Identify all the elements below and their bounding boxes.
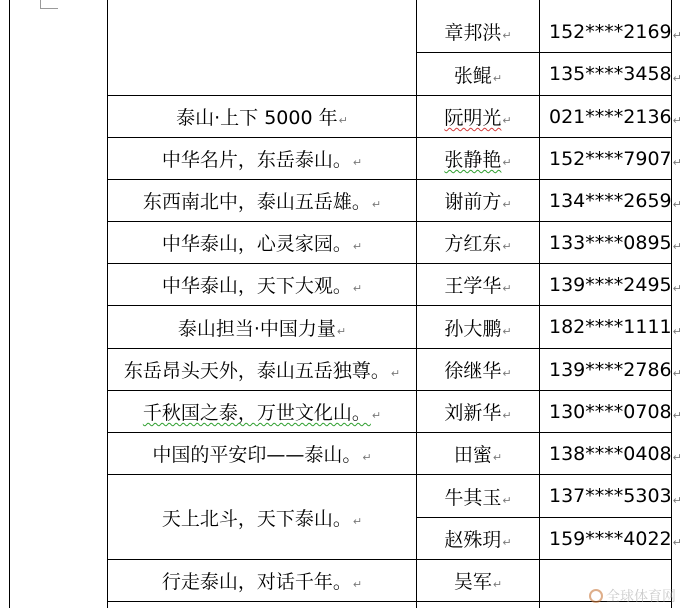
name-text: 阮明光	[444, 107, 502, 129]
phone-cell[interactable]	[540, 138, 682, 179]
paragraph-mark-icon: ↵	[492, 451, 503, 464]
paragraph-mark-icon: ↵	[672, 198, 682, 211]
paragraph-mark-icon: ↵	[672, 451, 682, 464]
phone-cell[interactable]	[540, 306, 682, 348]
name-cell[interactable]	[417, 349, 539, 390]
paragraph-mark-icon: ↵	[502, 282, 512, 295]
paragraph-mark-icon: ↵	[672, 29, 682, 42]
slogan-cell[interactable]	[108, 180, 416, 221]
paragraph-mark-icon: ↵	[492, 71, 503, 85]
phone-cell[interactable]	[540, 518, 682, 559]
name-text: 刘新华	[444, 402, 502, 424]
slogan-text: 东西南北中，泰山五岳雄。	[142, 191, 371, 213]
paragraph-mark-icon: ↵	[502, 536, 512, 549]
phone-cell[interactable]	[540, 222, 682, 263]
slogan-cell[interactable]	[108, 560, 416, 601]
phone-text: 130****0708	[549, 400, 672, 423]
name-cell[interactable]	[417, 96, 539, 137]
slogan-cell[interactable]	[108, 391, 416, 432]
row-line	[107, 601, 672, 602]
paragraph-mark-icon: ↵	[362, 451, 372, 464]
paragraph-mark-icon: ↵	[371, 409, 382, 422]
paragraph-mark-icon: ↵	[672, 282, 682, 295]
margin-mark-top-left-v	[40, 0, 41, 9]
slogan-text: 东岳昂头天外，泰山五岳独尊。	[123, 360, 390, 382]
name-text: 张鲲	[453, 64, 492, 87]
paragraph-mark-icon: ↵	[672, 114, 682, 127]
paragraph-mark-icon: ↵	[672, 156, 682, 169]
slogan-text: 中华泰山，心灵家园。	[161, 233, 352, 255]
phone-text: 133****0895	[549, 231, 672, 254]
name-cell[interactable]	[417, 306, 539, 348]
phone-text: 152****7907	[549, 147, 672, 170]
name-cell[interactable]	[417, 560, 539, 601]
name-cell[interactable]	[417, 180, 539, 221]
phone-text: 159****4022	[549, 527, 672, 550]
name-text: 牛其玉	[444, 486, 502, 509]
name-cell[interactable]	[417, 53, 539, 95]
name-text: 徐继华	[444, 360, 502, 382]
watermark-logo-icon	[589, 589, 603, 603]
paragraph-mark-icon: ↵	[672, 71, 682, 85]
paragraph-mark-icon: ↵	[492, 578, 503, 591]
paragraph-mark-icon: ↵	[352, 240, 363, 253]
paragraph-mark-icon: ↵	[672, 409, 682, 422]
name-text: 方红东	[444, 233, 502, 255]
slogan-text: 中华名片，东岳泰山。	[161, 149, 352, 171]
phone-cell[interactable]	[540, 349, 682, 390]
slogan-text: 泰山·上下 5000 年	[176, 107, 338, 129]
paragraph-mark-icon: ↵	[502, 240, 512, 253]
watermark-text: 全球体育网	[606, 589, 676, 605]
paragraph-mark-icon: ↵	[502, 493, 512, 507]
phone-cell[interactable]	[540, 433, 682, 474]
phone-text: 134****2659	[549, 189, 672, 212]
paragraph-mark-icon: ↵	[672, 324, 682, 338]
name-cell[interactable]	[417, 433, 539, 474]
paragraph-mark-icon: ↵	[336, 324, 347, 338]
name-cell[interactable]	[417, 264, 539, 305]
paragraph-mark-icon: ↵	[502, 156, 512, 169]
paragraph-mark-icon: ↵	[338, 114, 348, 127]
slogan-text: 千秋国之泰，万世文化山。	[142, 402, 371, 424]
watermark	[589, 586, 676, 606]
name-cell[interactable]	[417, 475, 539, 517]
name-text: 王学华	[444, 275, 502, 297]
paragraph-mark-icon: ↵	[502, 198, 512, 211]
slogan-text: 中华泰山，天下大观。	[161, 275, 352, 297]
paragraph-mark-icon: ↵	[352, 514, 363, 528]
phone-cell[interactable]	[540, 96, 682, 137]
paragraph-mark-icon: ↵	[502, 29, 512, 42]
name-text: 孙大鹏	[444, 317, 502, 340]
paragraph-mark-icon: ↵	[352, 282, 363, 295]
phone-text: 139****2495	[549, 273, 672, 296]
paragraph-mark-icon: ↵	[502, 114, 512, 127]
table-border-left	[9, 0, 10, 608]
phone-text: 182****1111	[549, 316, 672, 338]
name-cell[interactable]	[417, 11, 539, 52]
slogan-text: 泰山担当·中国力量	[177, 317, 336, 340]
paragraph-mark-icon: ↵	[352, 156, 363, 169]
phone-cell[interactable]	[540, 264, 682, 305]
margin-mark-top-left-h	[40, 8, 58, 9]
name-text: 章邦洪	[444, 22, 502, 44]
phone-text: 135****3458	[549, 63, 672, 85]
name-text: 吴军	[453, 571, 492, 593]
name-cell[interactable]	[417, 222, 539, 263]
phone-cell[interactable]	[540, 11, 682, 52]
paragraph-mark-icon: ↵	[352, 578, 363, 591]
phone-cell[interactable]	[540, 475, 682, 517]
slogan-text: 中国的平安印——泰山。	[152, 444, 362, 466]
paragraph-mark-icon: ↵	[672, 240, 682, 253]
paragraph-mark-icon: ↵	[502, 409, 512, 422]
paragraph-mark-icon: ↵	[672, 536, 682, 549]
slogan-cell[interactable]	[108, 349, 416, 390]
phone-cell[interactable]	[540, 180, 682, 221]
paragraph-mark-icon: ↵	[672, 367, 682, 380]
name-text: 赵殊玥	[444, 529, 502, 551]
slogan-text: 行走泰山，对话千年。	[161, 571, 352, 593]
slogan-cell[interactable]	[108, 475, 416, 559]
slogan-cell[interactable]	[108, 264, 416, 305]
phone-text: 139****2786	[549, 358, 672, 381]
name-text: 谢前方	[444, 191, 502, 213]
slogan-cell[interactable]	[108, 433, 416, 474]
name-text: 田蜜	[453, 444, 492, 466]
phone-cell[interactable]	[540, 53, 682, 95]
phone-text: 021****2136	[549, 105, 672, 128]
phone-cell[interactable]	[540, 391, 682, 432]
paragraph-mark-icon: ↵	[672, 493, 682, 507]
slogan-text: 天上北斗，天下泰山。	[161, 507, 352, 530]
paragraph-mark-icon: ↵	[502, 324, 512, 338]
slogan-cell[interactable]	[108, 222, 416, 263]
slogan-cell[interactable]	[108, 138, 416, 179]
name-cell[interactable]	[417, 518, 539, 559]
phone-text: 152****2169	[549, 20, 672, 43]
phone-text: 137****5303	[549, 485, 672, 507]
paragraph-mark-icon: ↵	[502, 367, 512, 380]
slogan-cell[interactable]	[108, 96, 416, 137]
name-text: 张静艳	[444, 149, 502, 171]
paragraph-mark-icon: ↵	[390, 367, 401, 380]
slogan-cell[interactable]	[108, 306, 416, 348]
paragraph-mark-icon: ↵	[371, 198, 382, 211]
name-cell[interactable]	[417, 138, 539, 179]
name-cell[interactable]	[417, 391, 539, 432]
phone-text: 138****0408	[549, 442, 672, 465]
